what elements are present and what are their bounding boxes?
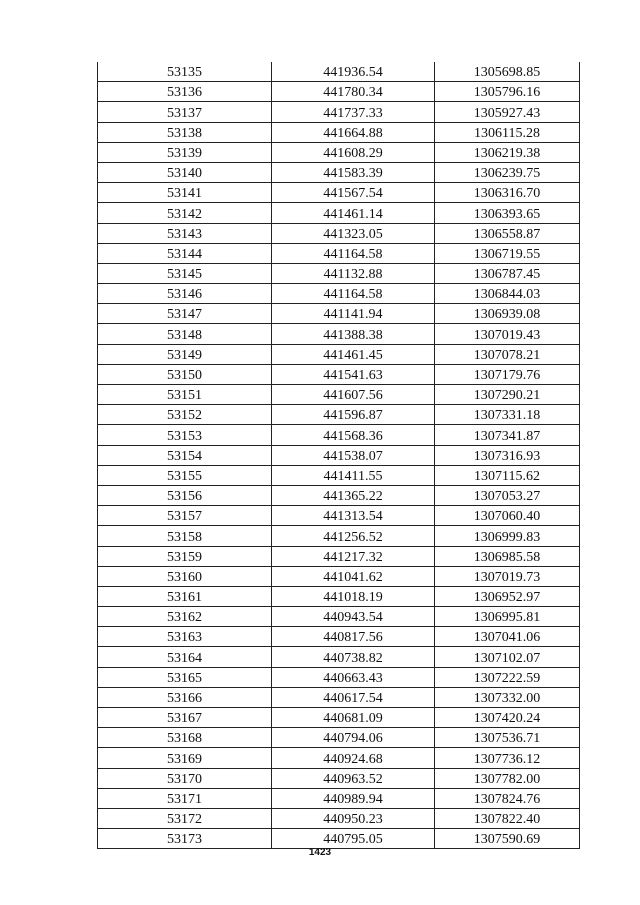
x-coordinate-cell: 441541.63 xyxy=(272,364,435,384)
coordinates-table-body xyxy=(98,62,580,849)
y-coordinate-cell: 1306393.65 xyxy=(435,203,580,223)
x-coordinate-cell: 441608.29 xyxy=(272,142,435,162)
table-row xyxy=(98,405,580,425)
table-row xyxy=(98,223,580,243)
y-coordinate-cell: 1307736.12 xyxy=(435,748,580,768)
point-id-cell: 53143 xyxy=(98,223,272,243)
point-id-cell: 53141 xyxy=(98,183,272,203)
y-coordinate-cell: 1307824.76 xyxy=(435,788,580,808)
table-row xyxy=(98,526,580,546)
table-row xyxy=(98,344,580,364)
y-coordinate-cell: 1306985.58 xyxy=(435,546,580,566)
y-coordinate-cell: 1307115.62 xyxy=(435,465,580,485)
table-row xyxy=(98,687,580,707)
point-id-cell: 53142 xyxy=(98,203,272,223)
table-row xyxy=(98,607,580,627)
x-coordinate-cell: 441596.87 xyxy=(272,405,435,425)
y-coordinate-cell: 1306939.08 xyxy=(435,304,580,324)
y-coordinate-cell: 1305796.16 xyxy=(435,82,580,102)
table-row xyxy=(98,829,580,849)
table-row xyxy=(98,82,580,102)
x-coordinate-cell: 441018.19 xyxy=(272,586,435,606)
point-id-cell: 53159 xyxy=(98,546,272,566)
y-coordinate-cell: 1307316.93 xyxy=(435,445,580,465)
x-coordinate-cell: 440795.05 xyxy=(272,829,435,849)
x-coordinate-cell: 441217.32 xyxy=(272,546,435,566)
table-row xyxy=(98,324,580,344)
y-coordinate-cell: 1306999.83 xyxy=(435,526,580,546)
x-coordinate-cell: 441538.07 xyxy=(272,445,435,465)
x-coordinate-cell: 440943.54 xyxy=(272,607,435,627)
y-coordinate-cell: 1307290.21 xyxy=(435,385,580,405)
table-row xyxy=(98,728,580,748)
x-coordinate-cell: 440681.09 xyxy=(272,708,435,728)
x-coordinate-cell: 440738.82 xyxy=(272,647,435,667)
table-row xyxy=(98,788,580,808)
point-id-cell: 53150 xyxy=(98,364,272,384)
x-coordinate-cell: 440817.56 xyxy=(272,627,435,647)
point-id-cell: 53172 xyxy=(98,808,272,828)
table-row xyxy=(98,385,580,405)
table-row xyxy=(98,425,580,445)
point-id-cell: 53160 xyxy=(98,566,272,586)
point-id-cell: 53145 xyxy=(98,263,272,283)
y-coordinate-cell: 1306239.75 xyxy=(435,162,580,182)
table-row xyxy=(98,122,580,142)
x-coordinate-cell: 441164.58 xyxy=(272,284,435,304)
point-id-cell: 53162 xyxy=(98,607,272,627)
y-coordinate-cell: 1306719.55 xyxy=(435,243,580,263)
x-coordinate-cell: 441313.54 xyxy=(272,506,435,526)
x-coordinate-cell: 440617.54 xyxy=(272,687,435,707)
y-coordinate-cell: 1307019.43 xyxy=(435,324,580,344)
x-coordinate-cell: 441365.22 xyxy=(272,485,435,505)
table-row xyxy=(98,506,580,526)
y-coordinate-cell: 1307782.00 xyxy=(435,768,580,788)
y-coordinate-cell: 1307222.59 xyxy=(435,667,580,687)
x-coordinate-cell: 441737.33 xyxy=(272,102,435,122)
table-row xyxy=(98,263,580,283)
point-id-cell: 53173 xyxy=(98,829,272,849)
x-coordinate-cell: 440989.94 xyxy=(272,788,435,808)
x-coordinate-cell: 440950.23 xyxy=(272,808,435,828)
y-coordinate-cell: 1307590.69 xyxy=(435,829,580,849)
x-coordinate-cell: 441568.36 xyxy=(272,425,435,445)
x-coordinate-cell: 441567.54 xyxy=(272,183,435,203)
point-id-cell: 53140 xyxy=(98,162,272,182)
y-coordinate-cell: 1307102.07 xyxy=(435,647,580,667)
y-coordinate-cell: 1307060.40 xyxy=(435,506,580,526)
y-coordinate-cell: 1305698.85 xyxy=(435,62,580,82)
x-coordinate-cell: 441323.05 xyxy=(272,223,435,243)
table-row xyxy=(98,304,580,324)
point-id-cell: 53167 xyxy=(98,708,272,728)
point-id-cell: 53169 xyxy=(98,748,272,768)
point-id-cell: 53155 xyxy=(98,465,272,485)
x-coordinate-cell: 440663.43 xyxy=(272,667,435,687)
table-row xyxy=(98,142,580,162)
x-coordinate-cell: 441388.38 xyxy=(272,324,435,344)
y-coordinate-cell: 1307341.87 xyxy=(435,425,580,445)
point-id-cell: 53165 xyxy=(98,667,272,687)
y-coordinate-cell: 1306316.70 xyxy=(435,183,580,203)
table-row xyxy=(98,586,580,606)
point-id-cell: 53137 xyxy=(98,102,272,122)
table-row xyxy=(98,183,580,203)
coordinates-table xyxy=(97,62,580,849)
table-row xyxy=(98,627,580,647)
table-row xyxy=(98,203,580,223)
table-row xyxy=(98,445,580,465)
point-id-cell: 53168 xyxy=(98,728,272,748)
x-coordinate-cell: 441607.56 xyxy=(272,385,435,405)
point-id-cell: 53154 xyxy=(98,445,272,465)
point-id-cell: 53164 xyxy=(98,647,272,667)
y-coordinate-cell: 1305927.43 xyxy=(435,102,580,122)
y-coordinate-cell: 1307332.00 xyxy=(435,687,580,707)
y-coordinate-cell: 1307420.24 xyxy=(435,708,580,728)
page-number: 1423 xyxy=(308,847,332,858)
x-coordinate-cell: 440794.06 xyxy=(272,728,435,748)
x-coordinate-cell: 441041.62 xyxy=(272,566,435,586)
point-id-cell: 53153 xyxy=(98,425,272,445)
y-coordinate-cell: 1307179.76 xyxy=(435,364,580,384)
point-id-cell: 53147 xyxy=(98,304,272,324)
y-coordinate-cell: 1307041.06 xyxy=(435,627,580,647)
point-id-cell: 53149 xyxy=(98,344,272,364)
point-id-cell: 53138 xyxy=(98,122,272,142)
x-coordinate-cell: 441461.14 xyxy=(272,203,435,223)
y-coordinate-cell: 1306844.03 xyxy=(435,284,580,304)
y-coordinate-cell: 1306558.87 xyxy=(435,223,580,243)
point-id-cell: 53156 xyxy=(98,485,272,505)
table-row xyxy=(98,667,580,687)
table-row xyxy=(98,748,580,768)
y-coordinate-cell: 1306787.45 xyxy=(435,263,580,283)
table-row xyxy=(98,485,580,505)
x-coordinate-cell: 441583.39 xyxy=(272,162,435,182)
x-coordinate-cell: 441132.88 xyxy=(272,263,435,283)
x-coordinate-cell: 441164.58 xyxy=(272,243,435,263)
point-id-cell: 53171 xyxy=(98,788,272,808)
table-row xyxy=(98,102,580,122)
table-row xyxy=(98,162,580,182)
point-id-cell: 53144 xyxy=(98,243,272,263)
table-row xyxy=(98,546,580,566)
point-id-cell: 53166 xyxy=(98,687,272,707)
x-coordinate-cell: 441256.52 xyxy=(272,526,435,546)
x-coordinate-cell: 441141.94 xyxy=(272,304,435,324)
y-coordinate-cell: 1307019.73 xyxy=(435,566,580,586)
table-row xyxy=(98,566,580,586)
point-id-cell: 53158 xyxy=(98,526,272,546)
table-row xyxy=(98,808,580,828)
table-row xyxy=(98,284,580,304)
point-id-cell: 53163 xyxy=(98,627,272,647)
y-coordinate-cell: 1306115.28 xyxy=(435,122,580,142)
y-coordinate-cell: 1307331.18 xyxy=(435,405,580,425)
x-coordinate-cell: 441664.88 xyxy=(272,122,435,142)
x-coordinate-cell: 440924.68 xyxy=(272,748,435,768)
x-coordinate-cell: 441411.55 xyxy=(272,465,435,485)
point-id-cell: 53161 xyxy=(98,586,272,606)
y-coordinate-cell: 1306952.97 xyxy=(435,586,580,606)
point-id-cell: 53139 xyxy=(98,142,272,162)
point-id-cell: 53152 xyxy=(98,405,272,425)
y-coordinate-cell: 1307536.71 xyxy=(435,728,580,748)
y-coordinate-cell: 1307078.21 xyxy=(435,344,580,364)
point-id-cell: 53170 xyxy=(98,768,272,788)
table-row xyxy=(98,708,580,728)
point-id-cell: 53135 xyxy=(98,62,272,82)
x-coordinate-cell: 441780.34 xyxy=(272,82,435,102)
y-coordinate-cell: 1307053.27 xyxy=(435,485,580,505)
point-id-cell: 53146 xyxy=(98,284,272,304)
table-row xyxy=(98,364,580,384)
table-row xyxy=(98,243,580,263)
point-id-cell: 53151 xyxy=(98,385,272,405)
point-id-cell: 53136 xyxy=(98,82,272,102)
table-row xyxy=(98,62,580,82)
x-coordinate-cell: 441936.54 xyxy=(272,62,435,82)
x-coordinate-cell: 441461.45 xyxy=(272,344,435,364)
x-coordinate-cell: 440963.52 xyxy=(272,768,435,788)
y-coordinate-cell: 1306995.81 xyxy=(435,607,580,627)
table-row xyxy=(98,465,580,485)
y-coordinate-cell: 1306219.38 xyxy=(435,142,580,162)
y-coordinate-cell: 1307822.40 xyxy=(435,808,580,828)
table-row xyxy=(98,647,580,667)
point-id-cell: 53157 xyxy=(98,506,272,526)
table-row xyxy=(98,768,580,788)
point-id-cell: 53148 xyxy=(98,324,272,344)
